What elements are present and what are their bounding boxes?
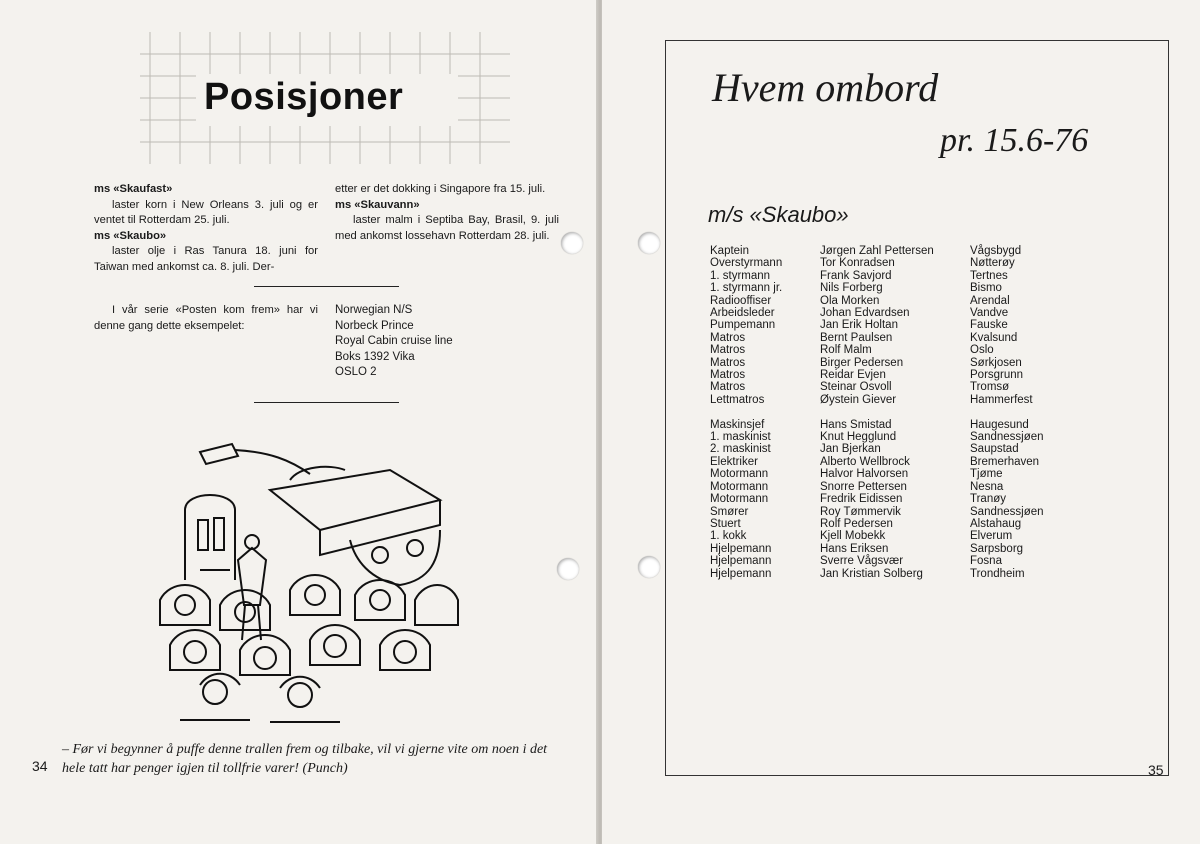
group-spacer — [710, 406, 782, 418]
binder-hole — [561, 232, 583, 254]
crew-role: 1. styrmann — [710, 269, 771, 282]
crew-role: Radiooffiser — [710, 294, 772, 307]
crew-place: Sarpsborg — [970, 542, 1024, 555]
crew-place: Trondheim — [970, 567, 1025, 580]
crew-role: Matros — [710, 344, 746, 357]
crew-name: Nils Forberg — [820, 282, 883, 295]
ship-name: ms «Skaufast» — [94, 183, 173, 195]
crew-name: Birger Pedersen — [820, 356, 904, 369]
address-line: OSLO 2 — [335, 366, 377, 379]
crew-name: Ola Morken — [820, 294, 880, 307]
crew-role: Overstyrmann — [710, 257, 783, 270]
page-number: 35 — [1148, 762, 1164, 778]
page-number: 34 — [32, 758, 48, 774]
binder-hole — [638, 232, 660, 254]
heading-date: pr. 15.6-76 — [940, 122, 1089, 159]
crew-place: Hammerfest — [970, 393, 1033, 406]
crew-name: Frank Savjord — [820, 269, 892, 282]
page-title: Posisjoner — [204, 76, 404, 118]
crew-role: Maskinsjef — [710, 418, 765, 431]
crew-name: Rolf Pedersen — [820, 517, 893, 530]
crew-place: Tjøme — [970, 468, 1003, 481]
crew-names-column — [820, 245, 934, 580]
crew-name: Snorre Pettersen — [820, 480, 907, 493]
crew-role: Stuert — [710, 517, 741, 530]
crew-name: Halvor Halvorsen — [820, 468, 909, 481]
address-line: Norbeck Prince — [335, 319, 414, 332]
crew-role: Matros — [710, 369, 746, 382]
address-block — [335, 303, 555, 381]
crew-role: Kaptein — [710, 245, 750, 257]
crew-role: Matros — [710, 331, 746, 344]
positions-column-1 — [94, 182, 318, 276]
ship-name: ms «Skaubo» — [94, 229, 167, 242]
ship-position-text: laster korn i New Orleans 3. juli og er ventet til Rotterdam 25. juli. — [94, 198, 318, 227]
crew-place: Bremerhaven — [970, 455, 1040, 468]
crew-place: Porsgrunn — [970, 369, 1024, 382]
crew-place: Haugesund — [970, 418, 1029, 431]
crew-name: Reidar Evjen — [820, 369, 886, 382]
crew-place: Vågsbygd — [970, 245, 1022, 257]
ship-position-text: laster olje i Ras Tanura 18. juni for Taiwan med ankomst ca. 8. juli. Der- — [94, 245, 318, 273]
address-line: Royal Cabin cruise line — [335, 335, 453, 348]
crew-role: Motormann — [710, 480, 769, 493]
crew-place: Nøtterøy — [970, 257, 1015, 270]
crew-place: Vandve — [970, 307, 1009, 320]
crew-role: Elektriker — [710, 455, 758, 468]
group-spacer — [820, 406, 934, 418]
binder-hole — [557, 558, 579, 580]
crew-place: Fauske — [970, 319, 1008, 332]
ship-position-text: laster malm i Septiba Bay, Brasil, 9. juli med ankomst lossehavn Rotterdam 28. juli. — [335, 214, 559, 242]
crew-place: Tromsø — [970, 381, 1010, 394]
crew-role: Matros — [710, 381, 746, 394]
crew-name: Knut Hegglund — [820, 431, 897, 444]
crew-name: Alberto Wellbrock — [820, 455, 910, 468]
crew-role: Smører — [710, 505, 749, 518]
divider — [254, 402, 399, 403]
crew-name: Johan Edvardsen — [820, 307, 910, 320]
crew-place: Sørkjosen — [970, 356, 1022, 369]
crew-role: 1. styrmann jr. — [710, 282, 783, 295]
crew-name: Fredrik Eidissen — [820, 493, 903, 506]
group-spacer — [970, 406, 1044, 418]
crew-place: Sandnessjøen — [970, 431, 1044, 444]
crew-role: Matros — [710, 356, 746, 369]
crew-place: Fosna — [970, 555, 1002, 568]
crew-place: Kvalsund — [970, 331, 1018, 344]
posten-intro — [94, 303, 318, 334]
crew-place: Tertnes — [970, 269, 1008, 282]
address-line: Boks 1392 Vika — [335, 350, 415, 363]
crew-name: Jan Bjerkan — [820, 443, 881, 456]
crew-name: Kjell Mobekk — [820, 530, 886, 543]
crew-role: Pumpemann — [710, 319, 776, 332]
crew-name: Steinar Osvoll — [820, 381, 892, 394]
crew-role: Motormann — [710, 468, 769, 481]
crew-name: Tor Konradsen — [820, 257, 895, 270]
divider — [254, 286, 399, 287]
crew-place: Bismo — [970, 282, 1002, 295]
cartoon-caption: – Før vi begynner å puffe denne trallen frem og tilbake, vil vi gjerne vite om noen i det hele tatt har penger igjen til tollfrie varer! (Punch) — [62, 742, 548, 776]
crew-name: Bernt Paulsen — [820, 331, 893, 344]
crew-role: Arbeidsleder — [710, 307, 775, 320]
continued-text: etter er det dokking i Singapore fra 15. juli. — [335, 183, 546, 195]
crew-place: Oslo — [970, 344, 994, 357]
crew-name: Øystein Giever — [820, 393, 897, 406]
crew-name: Hans Smistad — [820, 418, 892, 431]
ship-heading: m/s «Skaubo» — [708, 202, 849, 227]
crew-name: Hans Eriksen — [820, 542, 889, 555]
crew-place: Saupstad — [970, 443, 1019, 456]
ship-name: ms «Skauvann» — [335, 198, 420, 211]
crew-role: 1. maskinist — [710, 431, 771, 444]
crew-place: Tranøy — [970, 493, 1006, 506]
right-page — [602, 0, 1200, 844]
crew-place: Elverum — [970, 530, 1013, 543]
crew-role: Lettmatros — [710, 393, 765, 406]
address-line: Norwegian N/S — [335, 304, 413, 316]
crew-place: Nesna — [970, 480, 1004, 493]
cartoon-illustration — [140, 430, 470, 730]
left-page — [0, 0, 598, 844]
crew-place: Alstahaug — [970, 517, 1022, 530]
crew-role: Hjelpemann — [710, 542, 772, 555]
crew-roles-column — [710, 245, 782, 580]
positions-column-2 — [335, 182, 559, 244]
posten-text: I vår serie «Posten kom frem» har vi denne gang dette eksempelet: — [94, 304, 318, 332]
crew-name: Jan Erik Holtan — [820, 319, 898, 332]
crew-place: Arendal — [970, 294, 1010, 307]
crew-role: 1. kokk — [710, 530, 747, 543]
crew-name: Rolf Malm — [820, 344, 872, 357]
crew-role: 2. maskinist — [710, 443, 771, 456]
crew-name: Jan Kristian Solberg — [820, 567, 923, 580]
crew-place: Sandnessjøen — [970, 505, 1044, 518]
crew-role: Motormann — [710, 493, 769, 506]
crew-name: Roy Tømmervik — [820, 505, 901, 518]
crew-role: Hjelpemann — [710, 567, 772, 580]
crew-places-column — [970, 245, 1044, 580]
heading-hvem-ombord: Hvem ombord — [712, 65, 939, 110]
crew-name: Sverre Vågsvær — [820, 555, 904, 568]
crew-role: Hjelpemann — [710, 555, 772, 568]
binder-hole — [638, 556, 660, 578]
crew-name: Jørgen Zahl Pettersen — [820, 245, 934, 257]
